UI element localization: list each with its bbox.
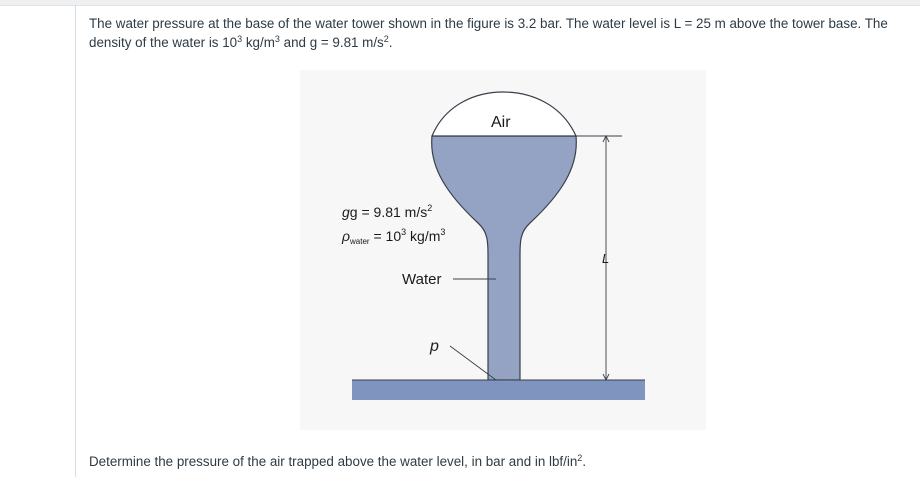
question-line-1: The water pressure at the base of the water tower shown in the figure is 3.2 bar. The water level is L = 25 m above the tower base. The: [89, 16, 888, 31]
water-label: Water: [402, 271, 442, 288]
prompt-exponent: 2: [577, 453, 583, 463]
question-line-2: [89, 33, 919, 52]
water-tower-figure: [300, 70, 706, 430]
rho-unit: kg/m: [406, 228, 441, 244]
question-text: [89, 14, 919, 52]
rho-subscript: water: [350, 237, 370, 246]
gravity-exponent: 2: [427, 203, 433, 213]
water-tower-diagram: [300, 70, 706, 430]
gravity-symbol: g: [342, 204, 350, 220]
prompt-period: .: [582, 454, 587, 469]
pressure-label: p: [430, 338, 439, 355]
gravity-text: and g = 9.81 m/s: [279, 35, 384, 50]
content-left-border: [75, 5, 76, 477]
air-label: Air: [491, 114, 511, 131]
density-prefix: density of the water is 10: [89, 35, 238, 50]
length-label: L: [602, 251, 610, 266]
rho-exponent: 3: [401, 227, 407, 237]
gravity-value: g = 9.81 m/s: [349, 204, 428, 220]
density-exponent: 3: [237, 34, 243, 44]
gravity-label: [342, 203, 432, 220]
top-divider: [0, 0, 920, 6]
question-period: .: [388, 35, 393, 50]
density-unit-exponent: 3: [274, 34, 280, 44]
rho-unit-exponent: 3: [440, 227, 446, 237]
gravity-unit-exponent: 2: [383, 34, 389, 44]
rho-symbol: ρ: [342, 228, 351, 244]
prompt-text: [89, 452, 586, 471]
ground: [352, 380, 645, 400]
rho-value: = 10: [369, 228, 402, 244]
prompt-body: Determine the pressure of the air trapped above the water level, in bar and in lbf/in: [89, 454, 578, 469]
density-unit: kg/m: [242, 35, 275, 50]
